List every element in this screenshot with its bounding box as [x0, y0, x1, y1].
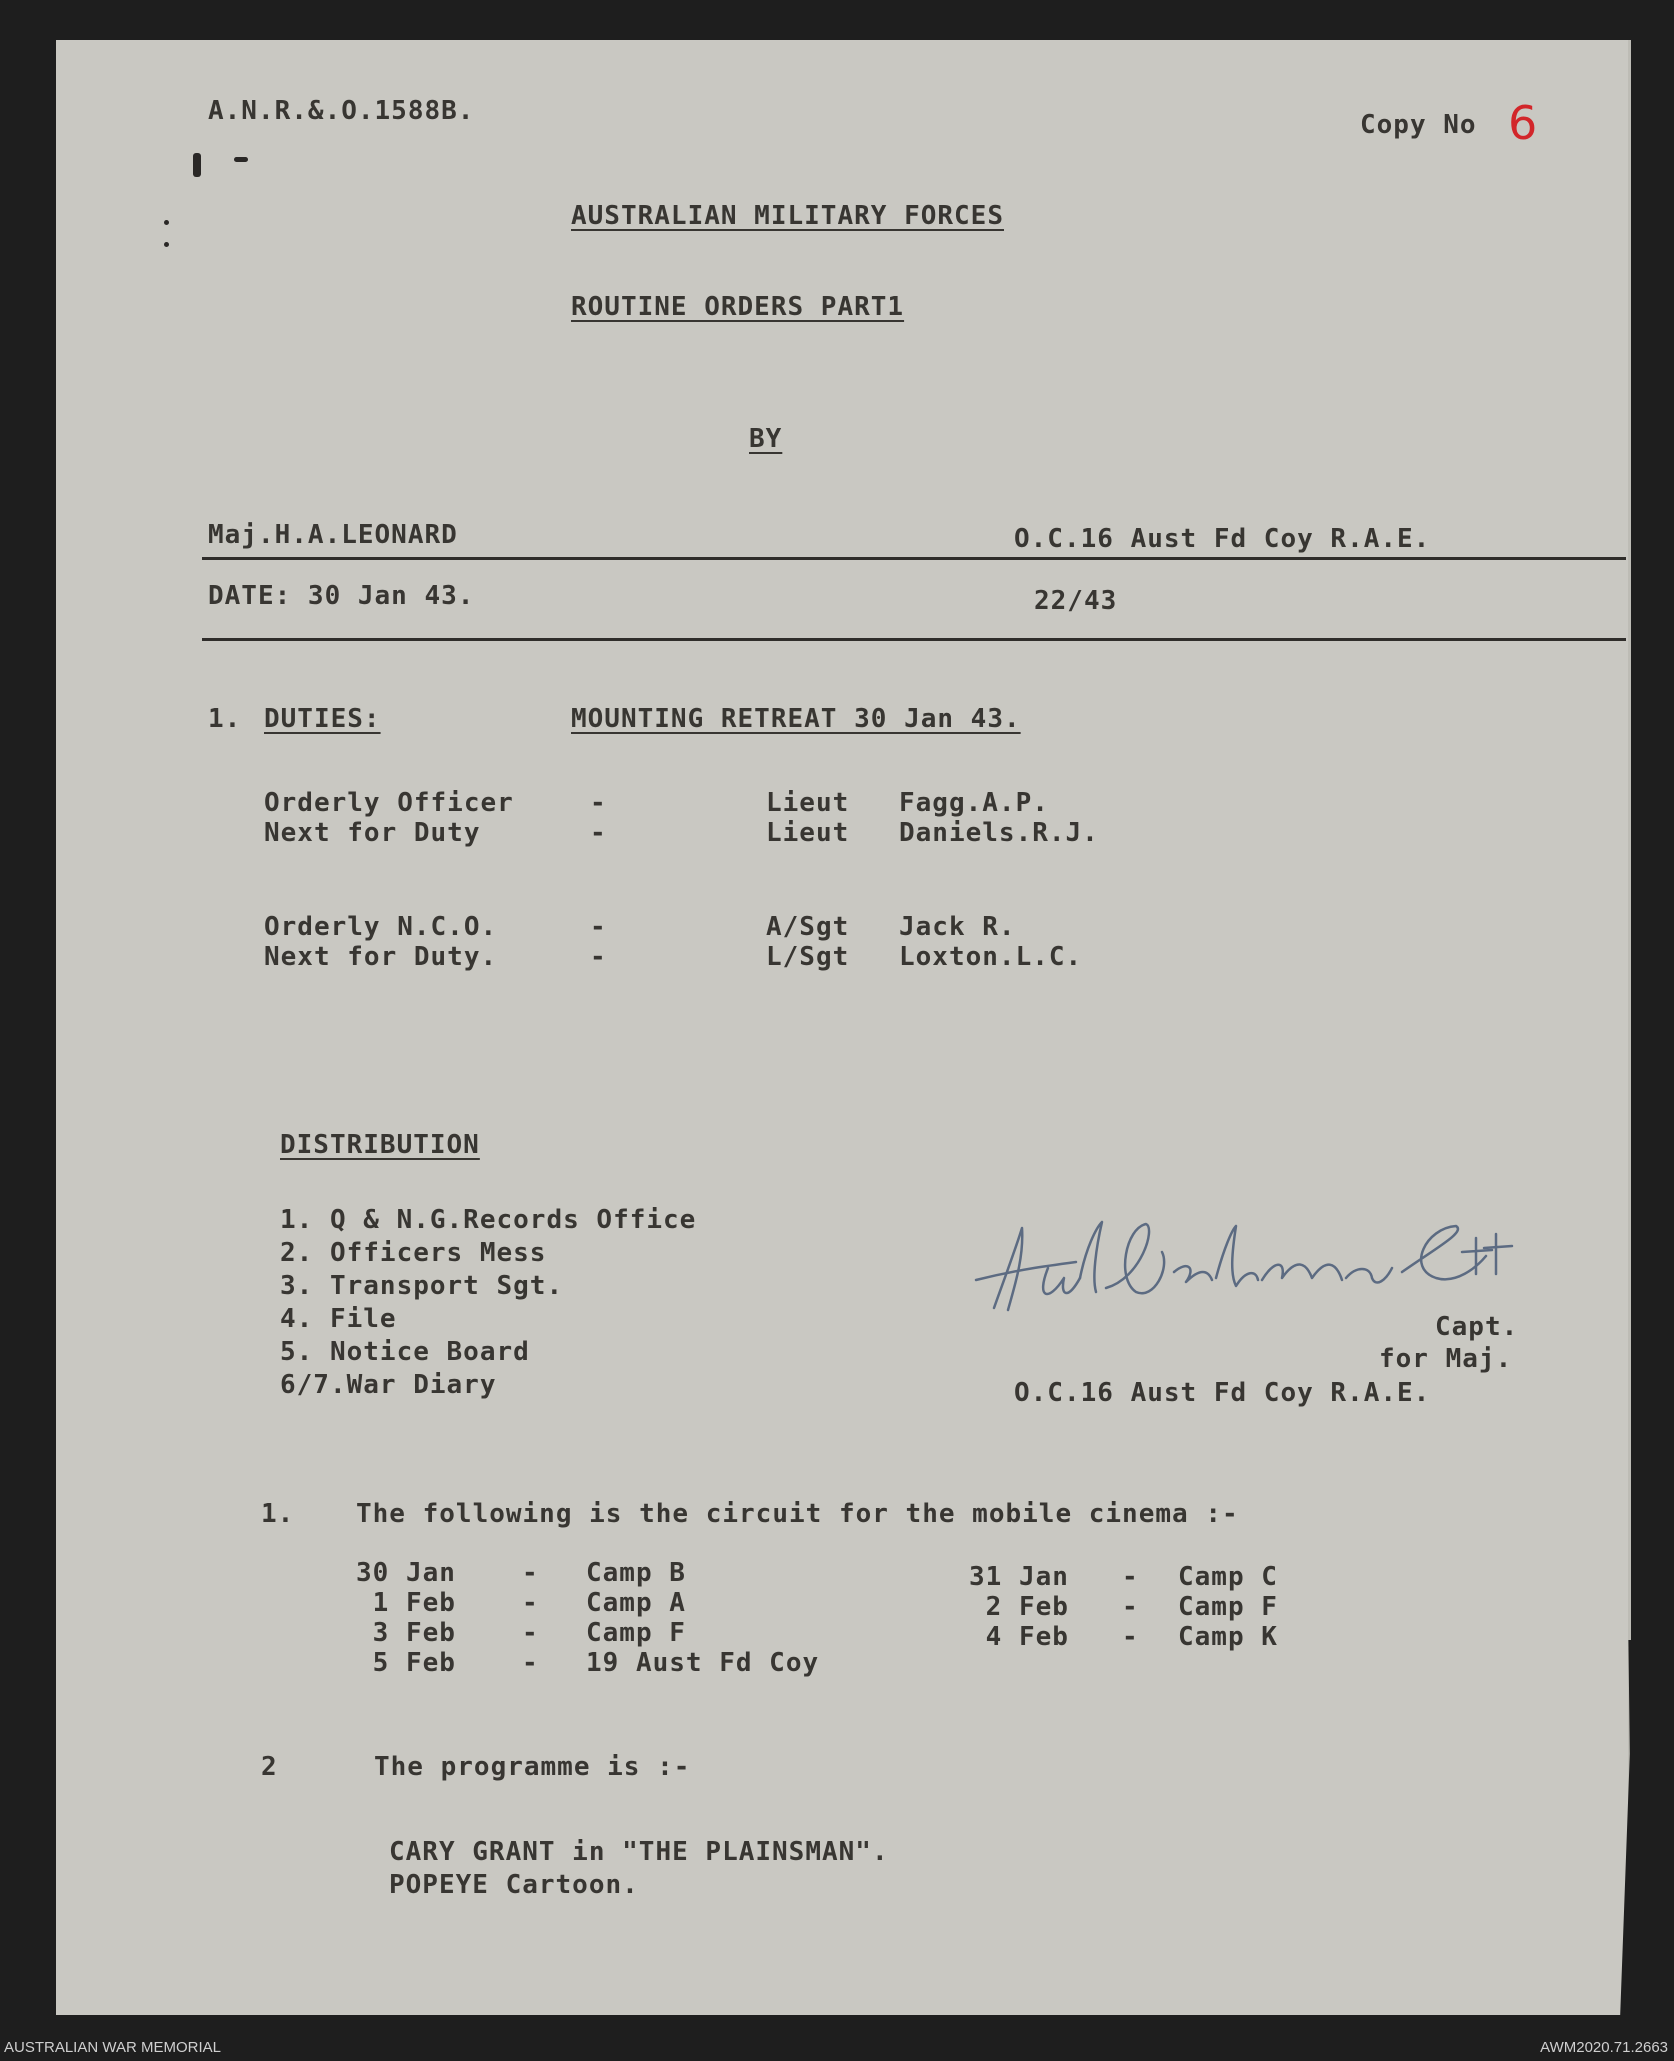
circuit-place: Camp F — [1178, 1592, 1278, 1622]
circuit-date: 2 Feb — [969, 1592, 1069, 1622]
duty-name: Fagg.A.P. — [899, 788, 1049, 818]
distribution-heading: DISTRIBUTION — [280, 1130, 480, 1160]
circuit-date: 4 Feb — [969, 1622, 1069, 1652]
cinema-intro: The following is the circuit for the mobile cinema :- — [356, 1499, 1239, 1529]
programme-number: 2 — [261, 1752, 278, 1782]
distribution-item: 1. Q & N.G.Records Office — [280, 1205, 697, 1235]
header-rule-bottom — [202, 638, 1626, 641]
copy-number: 6 — [1508, 96, 1539, 150]
circuit-date: 1 Feb — [356, 1588, 456, 1618]
circuit-place: Camp K — [1178, 1622, 1278, 1652]
title-forces: AUSTRALIAN MILITARY FORCES — [571, 201, 1004, 231]
circuit-dash: - — [522, 1648, 539, 1678]
title-routine-orders: ROUTINE ORDERS PART1 — [571, 292, 905, 322]
file-reference: A.N.R.&.O.1588B. — [208, 96, 475, 126]
punch-hole-mark — [164, 242, 169, 247]
issue-date: DATE: 30 Jan 43. — [208, 581, 475, 611]
signature-unit-line: O.C.16 Aust Fd Coy R.A.E. — [1014, 1378, 1431, 1408]
duty-dash: - — [590, 912, 607, 942]
duties-number: 1. — [208, 704, 242, 734]
duty-role: Next for Duty — [264, 818, 481, 848]
header-rule-top — [202, 557, 1626, 560]
circuit-date: 31 Jan — [969, 1562, 1069, 1592]
duty-rank: Lieut — [766, 818, 850, 848]
duty-name: Loxton.L.C. — [899, 942, 1083, 972]
duty-name: Jack R. — [899, 912, 1016, 942]
duty-rank: A/Sgt — [766, 912, 850, 942]
circuit-dash: - — [522, 1588, 539, 1618]
footer-left: AUSTRALIAN WAR MEMORIAL — [4, 2039, 221, 2056]
circuit-dash: - — [1122, 1592, 1139, 1622]
circuit-place: 19 Aust Fd Coy — [586, 1648, 820, 1678]
duty-role: Orderly N.C.O. — [264, 912, 498, 942]
document-page — [56, 40, 1631, 2015]
distribution-item: 2. Officers Mess — [280, 1238, 547, 1268]
duty-name: Daniels.R.J. — [899, 818, 1099, 848]
duty-dash: - — [590, 788, 607, 818]
programme-intro: The programme is :- — [374, 1752, 691, 1782]
issuer-unit: O.C.16 Aust Fd Coy R.A.E. — [1014, 524, 1431, 554]
duty-dash: - — [590, 818, 607, 848]
circuit-dash: - — [522, 1558, 539, 1588]
duty-rank: Lieut — [766, 788, 850, 818]
punch-hole-mark — [193, 153, 201, 177]
issuer-name: Maj.H.A.LEONARD — [208, 520, 458, 550]
circuit-dash: - — [1122, 1622, 1139, 1652]
circuit-date: 30 Jan — [356, 1558, 456, 1588]
programme-line: POPEYE Cartoon. — [389, 1870, 639, 1900]
distribution-item: 6/7.War Diary — [280, 1370, 497, 1400]
circuit-date: 3 Feb — [356, 1618, 456, 1648]
cinema-number: 1. — [261, 1499, 295, 1529]
distribution-item: 4. File — [280, 1304, 397, 1334]
duty-rank: L/Sgt — [766, 942, 850, 972]
punch-hole-mark — [234, 157, 248, 162]
circuit-place: Camp F — [586, 1618, 686, 1648]
programme-line: CARY GRANT in "THE PLAINSMAN". — [389, 1837, 889, 1867]
handwritten-signature — [956, 1208, 1516, 1328]
duty-role: Next for Duty. — [264, 942, 498, 972]
title-by: BY — [749, 424, 783, 454]
distribution-item: 3. Transport Sgt. — [280, 1271, 564, 1301]
circuit-date: 5 Feb — [356, 1648, 456, 1678]
copy-label: Copy No — [1360, 110, 1477, 140]
duties-subheading: MOUNTING RETREAT 30 Jan 43. — [571, 704, 1021, 734]
circuit-place: Camp B — [586, 1558, 686, 1588]
circuit-dash: - — [1122, 1562, 1139, 1592]
punch-hole-mark — [164, 220, 169, 225]
duties-heading: DUTIES: — [264, 704, 381, 734]
distribution-item: 5. Notice Board — [280, 1337, 530, 1367]
duty-dash: - — [590, 942, 607, 972]
circuit-dash: - — [522, 1618, 539, 1648]
duty-role: Orderly Officer — [264, 788, 514, 818]
footer-bar — [0, 2035, 1674, 2061]
circuit-place: Camp C — [1178, 1562, 1278, 1592]
circuit-place: Camp A — [586, 1588, 686, 1618]
order-number: 22/43 — [1034, 586, 1118, 616]
footer-right: AWM2020.71.2663 — [1540, 2039, 1668, 2056]
signature-rank: Capt. — [1435, 1312, 1519, 1342]
signature-for-line: for Maj. — [1379, 1344, 1513, 1374]
